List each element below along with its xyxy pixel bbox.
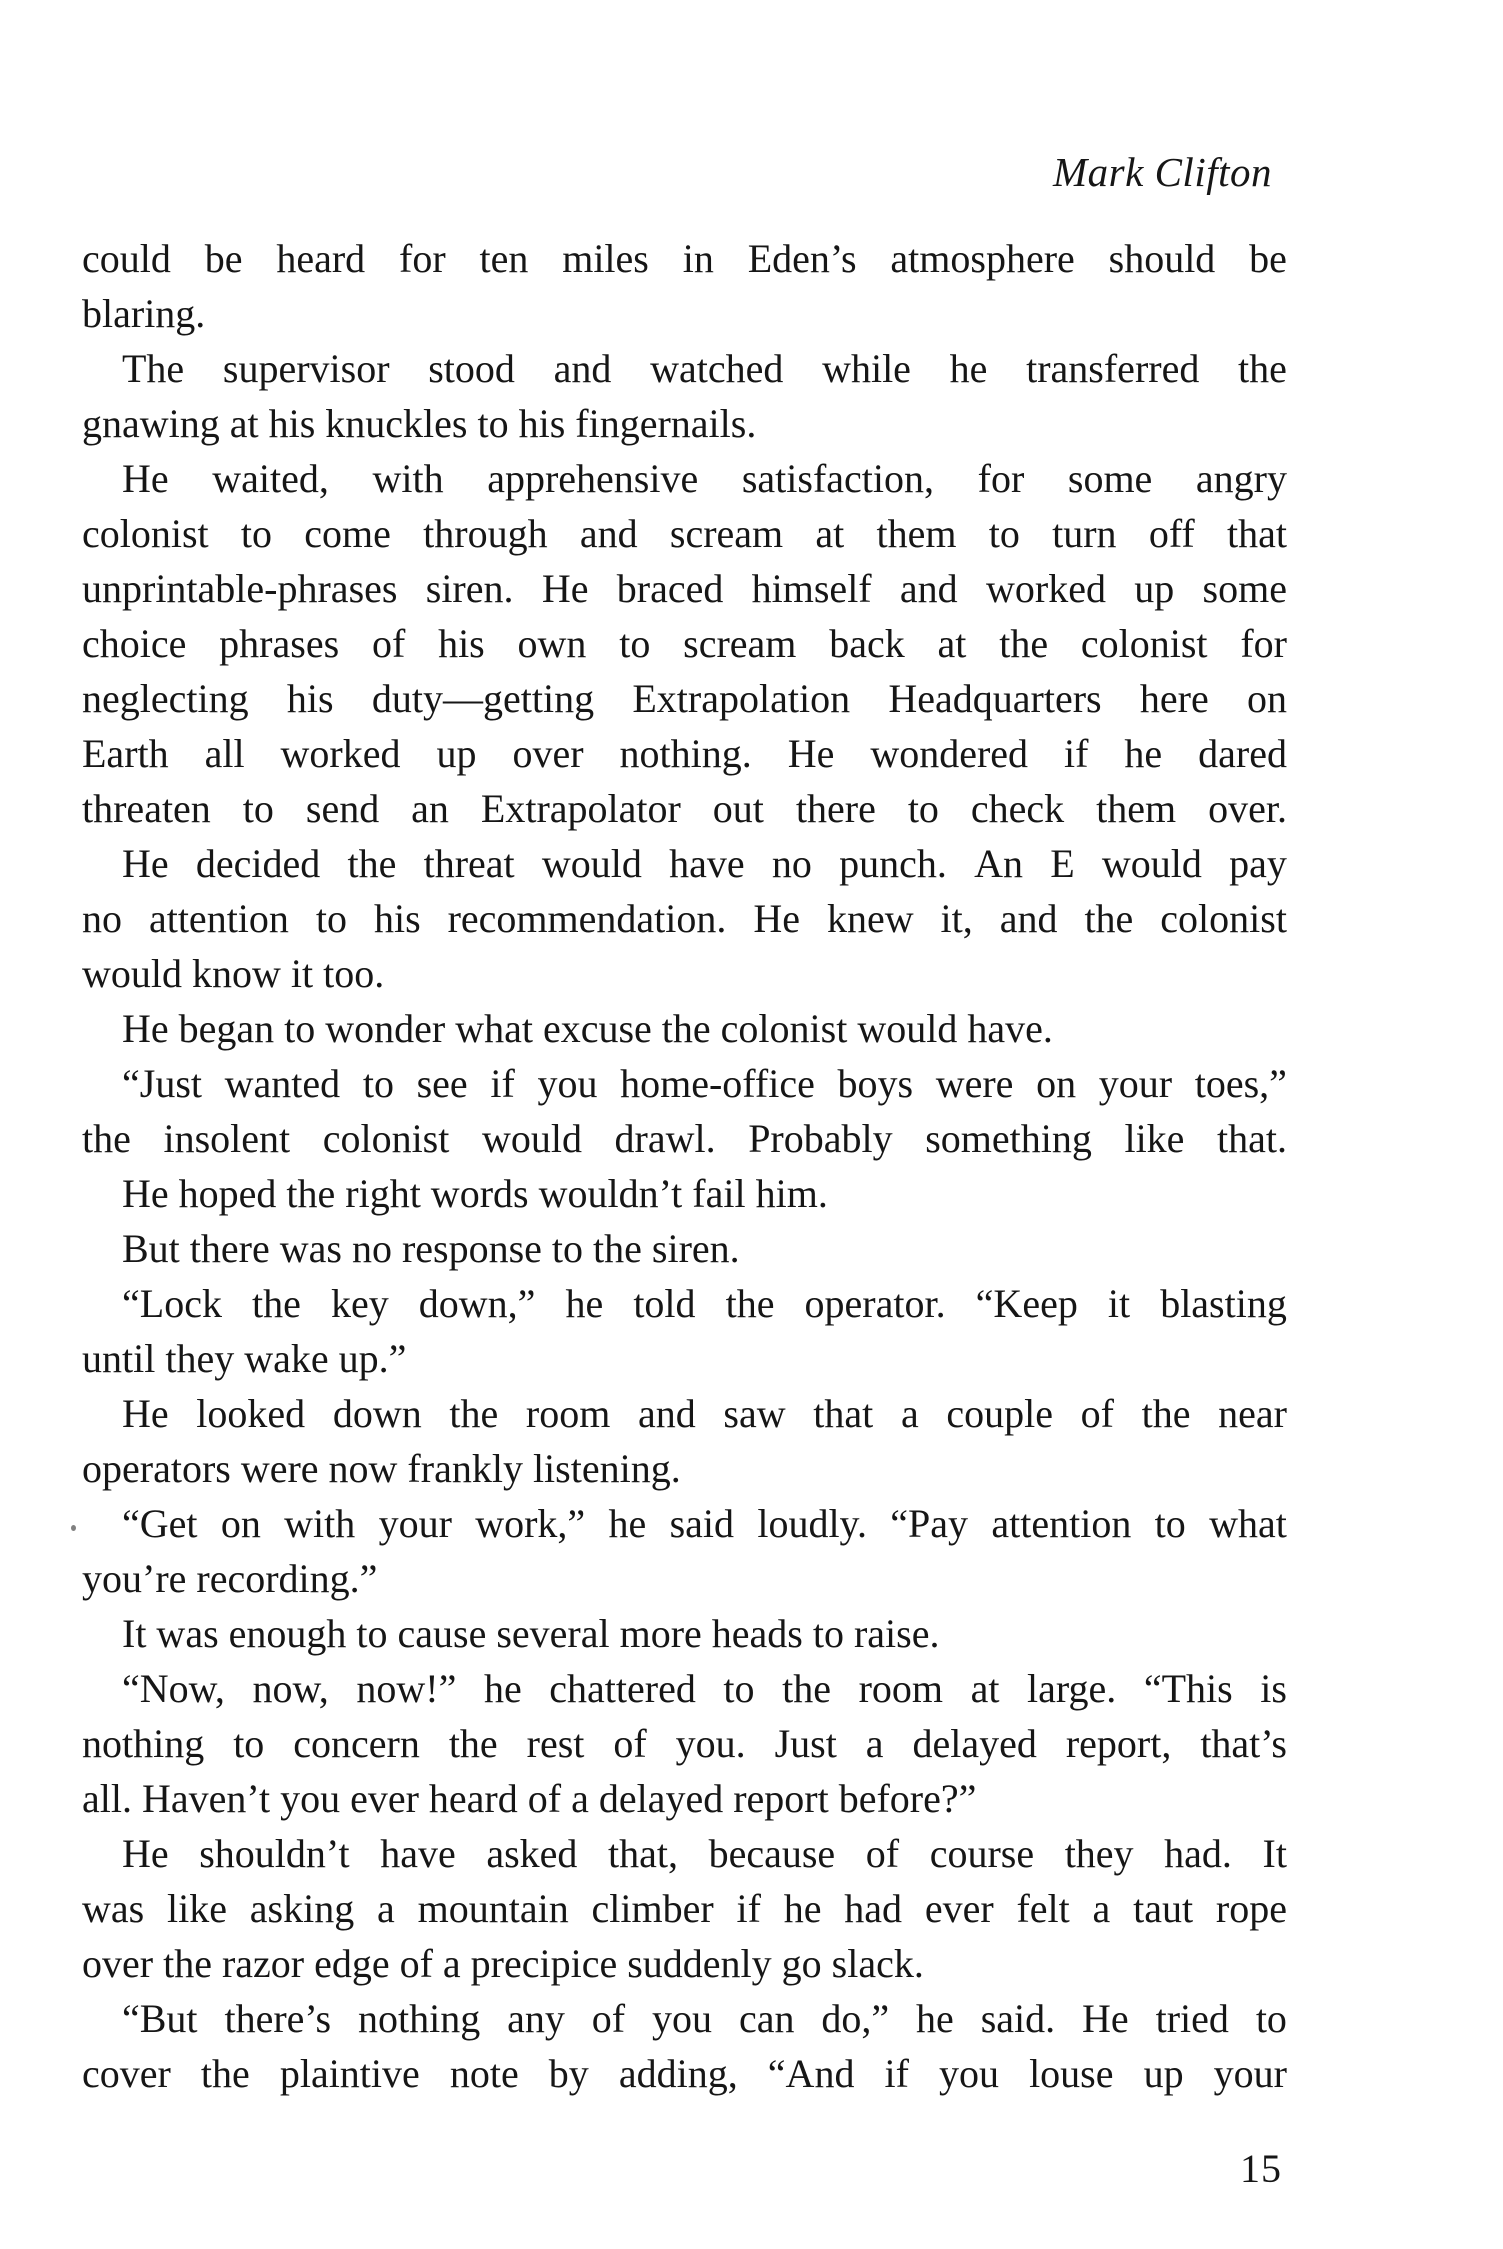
text-line: He hoped the right words wouldn’t fail him. (122, 1171, 828, 1216)
text-line: neglecting his duty—getting Extrapolation Headquarters here on (82, 676, 1287, 721)
text-line: would know it too. (82, 951, 385, 996)
scan-artifact-speck (71, 1525, 76, 1531)
text-line: He waited, with apprehensive satisfaction, for some angry (122, 456, 1287, 501)
text-line: over the razor edge of a precipice suddenly go slack. (82, 1941, 924, 1986)
text-line: He decided the threat would have no punch. An E would pay (122, 841, 1287, 886)
text-line: He looked down the room and saw that a couple of the near (122, 1391, 1287, 1436)
text-line: gnawing at his knuckles to his fingernails. (82, 401, 757, 446)
text-line: “Lock the key down,” he told the operator. “Keep it blasting (122, 1281, 1287, 1326)
text-line: choice phrases of his own to scream back at the colonist for (82, 621, 1287, 666)
text-line: colonist to come through and scream at them to turn off that (82, 511, 1287, 556)
text-line: the insolent colonist would drawl. Probably something like that. (82, 1116, 1287, 1161)
text-line: “Now, now, now!” he chattered to the room at large. “This is (122, 1666, 1287, 1711)
text-line: you’re recording.” (82, 1556, 378, 1601)
text-line: “But there’s nothing any of you can do,” he said. He tried to (122, 1996, 1287, 2041)
text-line: blaring. (82, 291, 206, 336)
text-line: “Get on with your work,” he said loudly. “Pay attention to what (122, 1501, 1287, 1546)
text-line: cover the plaintive note by adding, “And if you louse up your (82, 2051, 1287, 2096)
running-header-author: Mark Clifton (1053, 149, 1272, 195)
text-line: The supervisor stood and watched while he transferred the (122, 346, 1287, 391)
text-line: He shouldn’t have asked that, because of course they had. It (122, 1831, 1287, 1876)
text-line: But there was no response to the siren. (122, 1226, 740, 1271)
text-line: threaten to send an Extrapolator out there to check them over. (82, 786, 1287, 831)
text-line: until they wake up.” (82, 1336, 407, 1381)
text-line: nothing to concern the rest of you. Just a delayed report, that’s (82, 1721, 1287, 1766)
text-line: operators were now frankly listening. (82, 1446, 681, 1491)
text-line: It was enough to cause several more heads to raise. (122, 1611, 940, 1656)
text-line: He began to wonder what excuse the colonist would have. (122, 1006, 1053, 1051)
text-line: “Just wanted to see if you home-office boys were on your toes,” (122, 1061, 1287, 1106)
text-line: could be heard for ten miles in Eden’s atmosphere should be (82, 236, 1287, 281)
text-line: all. Haven’t you ever heard of a delayed report before?” (82, 1776, 977, 1821)
page-body (82, 231, 1287, 2101)
text-line: Earth all worked up over nothing. He wondered if he dared (82, 731, 1287, 776)
page-number: 15 (1240, 2146, 1282, 2191)
text-line: unprintable-phrases siren. He braced himself and worked up some (82, 566, 1287, 611)
text-line: no attention to his recommendation. He knew it, and the colonist (82, 896, 1287, 941)
text-line: was like asking a mountain climber if he had ever felt a taut rope (82, 1886, 1287, 1931)
